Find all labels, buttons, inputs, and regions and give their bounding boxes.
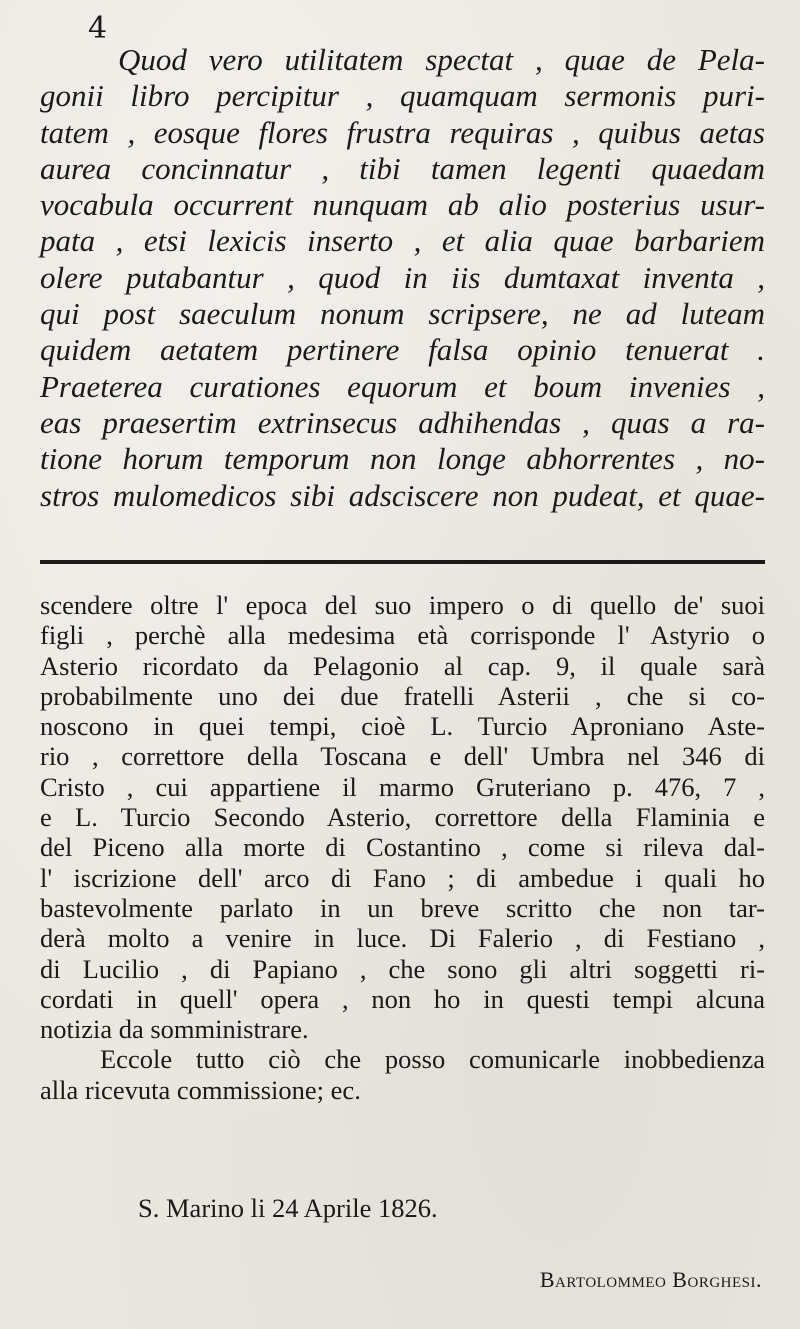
latin-line: vocabula occurrent nunquam ab alio posterius usur- bbox=[40, 187, 765, 223]
latin-line: olere putabantur , quod in iis dumtaxat inventa , bbox=[40, 259, 765, 295]
footnote-line: Cristo , cui appartiene il marmo Gruteriano p. 476, 7 , bbox=[40, 771, 765, 802]
latin-line: gonii libro percipitur , quamquam sermonis puri- bbox=[40, 78, 765, 114]
latin-line: stros mulomedicos sibi adsciscere non pudeat, et quae- bbox=[40, 477, 765, 513]
latin-line: tione horum temporum non longe abhorrentes , no- bbox=[40, 441, 765, 477]
dateline: S. Marino li 24 Aprile 1826. bbox=[138, 1193, 438, 1223]
latin-line: aurea concinnatur , tibi tamen legenti quaedam bbox=[40, 150, 765, 186]
footnote-line: rio , correttore della Toscana e dell' Umbra nel 346 di bbox=[40, 741, 765, 772]
italian-footnote bbox=[40, 590, 765, 1105]
latin-line: qui post saeculum nonum scripsere, ne ad luteam bbox=[40, 296, 765, 332]
footnote-line: noscono in quei tempi, cioè L. Turcio Aproniano Aste- bbox=[40, 711, 765, 742]
latin-line: tatem , eosque flores frustra requiras , quibus aetas bbox=[40, 114, 765, 150]
footnote-line: figli , perchè alla medesima età corrisponde l' Astyrio o bbox=[40, 620, 765, 651]
footnote-line: di Lucilio , di Papiano , che sono gli altri soggetti ri- bbox=[40, 953, 765, 984]
signature: Bartolommeo Borghesi. bbox=[539, 1267, 762, 1292]
closing-line: Eccole tutto ciò che posso comunicarle inobbedienza bbox=[100, 1044, 765, 1075]
footnote-line: probabilmente uno dei due fratelli Asterii , che si co- bbox=[40, 680, 765, 711]
latin-line: pata , etsi lexicis inserto , et alia quae barbariem bbox=[40, 223, 765, 259]
page-number: 4 bbox=[88, 11, 108, 46]
latin-passage bbox=[40, 42, 765, 514]
footnote-line: cordati in quell' opera , non ho in questi tempi alcuna bbox=[40, 983, 765, 1014]
footnote-line: bastevolmente parlato in un breve scritto che non tar- bbox=[40, 892, 765, 923]
footnote-line: notizia da somministrare. bbox=[40, 1014, 309, 1045]
footnote-line: l' iscrizione dell' arco di Fano ; di ambedue i quali ho bbox=[40, 862, 765, 893]
footnote-line: e L. Turcio Secondo Asterio, correttore della Flaminia e bbox=[40, 802, 765, 833]
footnote-line: Asterio ricordato da Pelagonio al cap. 9, il quale sarà bbox=[40, 650, 765, 681]
latin-line: quidem aetatem pertinere falsa opinio tenuerat . bbox=[40, 332, 765, 368]
latin-line: Quod vero utilitatem spectat , quae de Pela- bbox=[118, 42, 765, 77]
latin-line: Praeterea curationes equorum et boum invenies , bbox=[40, 368, 765, 404]
closing-line: alla ricevuta commissione; ec. bbox=[40, 1074, 361, 1105]
footnote-line: scendere oltre l' epoca del suo impero o di quello de' suoi bbox=[40, 590, 765, 620]
latin-line: eas praesertim extrinsecus adhihendas , quas a ra- bbox=[40, 404, 765, 440]
footnote-line: derà molto a venire in luce. Di Falerio , di Festiano , bbox=[40, 923, 765, 954]
footnote-divider bbox=[40, 560, 765, 564]
footnote-line: del Piceno alla morte di Costantino , come si rileva dal- bbox=[40, 832, 765, 863]
